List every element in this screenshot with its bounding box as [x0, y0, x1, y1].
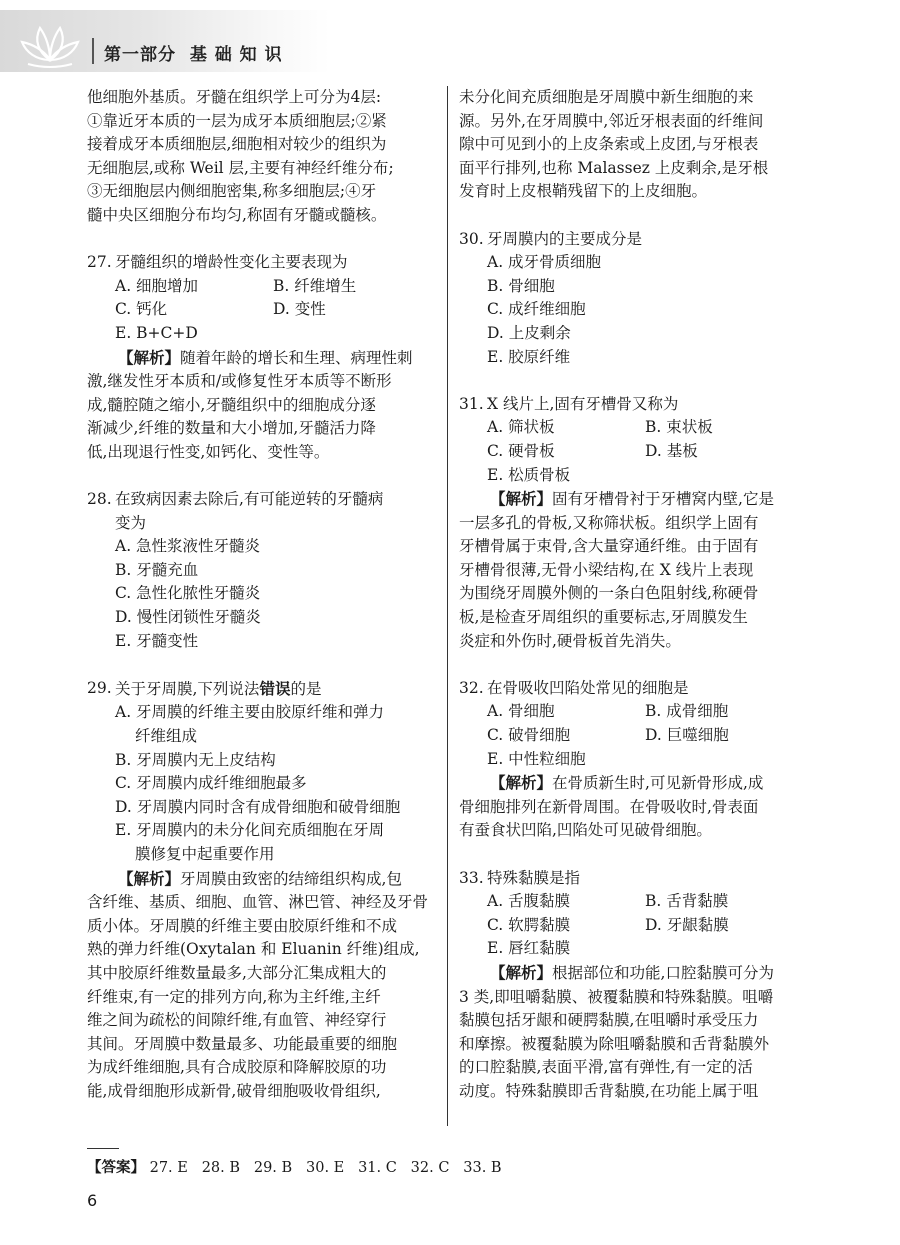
analysis: 【解析】固有牙槽骨衬于牙槽窝内壁,它是 一层多孔的骨板,又称筛状板。组织学上固有 牙槽骨属于束骨,含大量穿通纤维。由于固有 牙槽骨很薄,无骨小梁结构,在 X 线片上表现 为围绕牙周膜外侧的一条白色阻射线,称硬骨 板,是检查牙周组织的重要标志,牙周膜发生 炎症和外伤时,硬骨板首先消失。 — [459, 489, 774, 650]
emphasis-wrong: 错误 — [259, 678, 291, 698]
question-number: 27. — [87, 253, 112, 272]
option-e: E. 牙髓变性 — [115, 631, 199, 650]
analysis-tag: 【解析】 — [490, 962, 553, 982]
option-b: B. 束状板 — [645, 418, 713, 437]
text-line: 接着成牙本质细胞层,细胞相对较少的组织为 — [87, 135, 387, 154]
option-c: C. 急性化脓性牙髓炎 — [115, 584, 261, 603]
option-a: A. 骨细胞 — [487, 702, 555, 721]
option-d: D. 上皮剩余 — [487, 323, 571, 342]
option-c: C. 破骨细胞 — [487, 726, 571, 745]
question-number: 30. — [459, 229, 484, 248]
option-d: D. 牙周膜内同时含有成骨细胞和破骨细胞 — [115, 797, 401, 816]
option-row — [87, 275, 435, 299]
question-32 — [459, 677, 804, 843]
answer-key — [87, 1156, 502, 1177]
text-line: ①靠近牙本质的一层为成牙本质细胞层;②紧 — [87, 111, 387, 130]
column-divider — [447, 86, 448, 1126]
analysis: 【解析】牙周膜由致密的结缔组织构成,包 含纤维、基质、细胞、血管、淋巴管、神经及牙骨 质小体。牙周膜的纤维主要由胶原纤维和不成 熟的弹力纤维(Oxytalan 和 Eluanin 纤维)组成, 其中胶原纤维数量最多,大部分汇集成粗大的 纤维束,有一定的排列方向,称为主纤维,主纤 维之间为疏松的间隙纤维,有血管、神经穿行 其间。牙周膜中数量最多、功能最重要的细胞 为成纤维细胞,具有合成胶原和降解胶原的功 能,成骨细胞形成新骨,破骨细胞吸收骨组织, — [87, 868, 429, 1100]
question-number: 32. — [459, 678, 484, 697]
right-column — [459, 86, 804, 1104]
question-number: 29. — [87, 678, 112, 697]
option-row — [459, 914, 804, 938]
question-stem: 29. 关于牙周膜,下列说法错误的是 — [87, 677, 435, 702]
option-e: E. 唇红黏膜 — [487, 939, 571, 958]
question-29 — [87, 677, 435, 1104]
question-27 — [87, 251, 435, 464]
option-e: E. 牙周膜内的未分化间充质细胞在牙周 膜修复中起重要作用 — [115, 821, 385, 863]
analysis-tag: 【解析】 — [118, 868, 181, 888]
page-number: 6 — [87, 1191, 98, 1210]
option-b: B. 骨细胞 — [487, 276, 555, 295]
question-31 — [459, 393, 804, 654]
analysis: 【解析】根据部位和功能,口腔黏膜可分为 3 类,即咀嚼黏膜、被覆黏膜和特殊黏膜。咀嚼 黏膜包括牙龈和硬腭黏膜,在咀嚼时承受压力 和摩擦。被覆黏膜为除咀嚼黏膜和舌背黏膜外 的口腔黏膜,表面平滑,富有弹性,有一定的活 动度。特殊黏膜即舌背黏膜,在功能上属于咀 — [459, 962, 774, 1100]
option-d: D. 牙龈黏膜 — [645, 915, 729, 934]
intro-paragraph — [87, 86, 435, 228]
option-row — [459, 700, 804, 724]
question-33 — [459, 867, 804, 1104]
left-column — [87, 86, 435, 1104]
question-28 — [87, 488, 435, 653]
option-e: E. B+C+D — [115, 323, 198, 342]
option-b: B. 纤维增生 — [273, 276, 357, 295]
question-number: 33. — [459, 868, 484, 887]
question-number: 28. — [87, 490, 112, 509]
option-d: D. 基板 — [645, 441, 698, 460]
page-header — [0, 0, 900, 82]
option-a: A. 急性浆液性牙髓炎 — [115, 537, 261, 556]
option-e: E. 胶原纤维 — [487, 347, 571, 366]
question-stem: 32. 在骨吸收凹陷处常见的细胞是 — [459, 677, 804, 701]
option-d: D. 慢性闭锁性牙髓炎 — [115, 608, 261, 627]
analysis: 【解析】在骨质新生时,可见新骨形成,成 骨细胞排列在新骨周围。在骨吸收时,骨表面 有蚕食状凹陷,凹陷处可见破骨细胞。 — [459, 773, 764, 840]
answer-rule — [87, 1148, 119, 1149]
header-separator — [92, 38, 94, 64]
option-c: C. 硬骨板 — [487, 441, 555, 460]
question-number: 31. — [459, 394, 484, 413]
answer-label: 【答案】 — [87, 1159, 145, 1176]
option-c: C. 成纤维细胞 — [487, 300, 586, 319]
option-row — [459, 724, 804, 748]
option-c: C. 软腭黏膜 — [487, 915, 571, 934]
option-a: A. 筛状板 — [487, 418, 555, 437]
option-b: B. 牙周膜内无上皮结构 — [115, 750, 276, 769]
option-a: A. 成牙骨质细胞 — [487, 253, 602, 272]
text-line: 无细胞层,或称 Weil 层,主要有神经纤维分布; — [87, 158, 394, 177]
option-row — [459, 890, 804, 914]
option-e: E. 松质骨板 — [487, 465, 571, 484]
text-line: ③无细胞层内侧细胞密集,称多细胞层;④牙 — [87, 182, 377, 201]
question-stem: 33. 特殊黏膜是指 — [459, 867, 804, 891]
option-a: A. 细胞增加 — [115, 276, 199, 295]
option-d: D. 巨噬细胞 — [645, 726, 729, 745]
option-row — [459, 416, 804, 440]
question-stem: 30. 牙周膜内的主要成分是 — [459, 228, 804, 252]
option-c: C. 牙周膜内成纤维细胞最多 — [115, 774, 307, 793]
analysis-tag: 【解析】 — [490, 489, 553, 509]
option-c: C. 钙化 — [115, 300, 168, 319]
text-line: 髓中央区细胞分布均匀,称固有牙髓或髓核。 — [87, 205, 387, 224]
option-d: D. 变性 — [273, 300, 326, 319]
option-a: A. 舌腹黏膜 — [487, 892, 571, 911]
analysis-tag: 【解析】 — [118, 347, 181, 367]
question-30 — [459, 228, 804, 370]
option-row — [459, 440, 804, 464]
analysis: 【解析】随着年龄的增长和生理、病理性刺 激,继发性牙本质和/或修复性牙本质等不断形 成,髓腔随之缩小,牙髓组织中的细胞成分逐 渐减少,纤维的数量和大小增加,牙髓活力降 低,出现退行性变,如钙化、变性等。 — [87, 347, 413, 461]
option-a: A. 牙周膜的纤维主要由胶原纤维和弹力 纤维组成 — [115, 703, 385, 746]
text-line: 他细胞外基质。牙髓在组织学上可分为4层: — [87, 88, 382, 106]
option-b: B. 成骨细胞 — [645, 702, 729, 721]
question-stem: 28. 在致病因素去除后,有可能逆转的牙髓病 变为 — [87, 490, 384, 532]
answer-values: 27. E 28. B 29. B 30. E 31. C 32. C 33. B — [149, 1160, 502, 1176]
analysis-tag: 【解析】 — [490, 773, 553, 793]
question-stem: 31. X 线片上,固有牙槽骨又称为 — [459, 393, 804, 417]
option-row — [87, 298, 435, 322]
lotus-logo-icon — [18, 22, 82, 68]
continued-analysis: 未分化间充质细胞是牙周膜中新生细胞的来 源。另外,在牙周膜中,邻近牙根表面的纤维间 隙中可见到小的上皮条索或上皮团,与牙根表 面平行排列,也称 Malassez 上皮剩余,是牙根 发育时上皮根鞘残留下的上皮细胞。 — [459, 88, 769, 201]
option-e: E. 中性粒细胞 — [487, 749, 586, 768]
option-b: B. 牙髓充血 — [115, 560, 199, 579]
option-b: B. 舌背黏膜 — [645, 892, 729, 911]
section-title: 第一部分 基 础 知 识 — [104, 45, 283, 65]
question-stem: 27. 牙髓组织的增龄性变化主要表现为 — [87, 251, 435, 275]
